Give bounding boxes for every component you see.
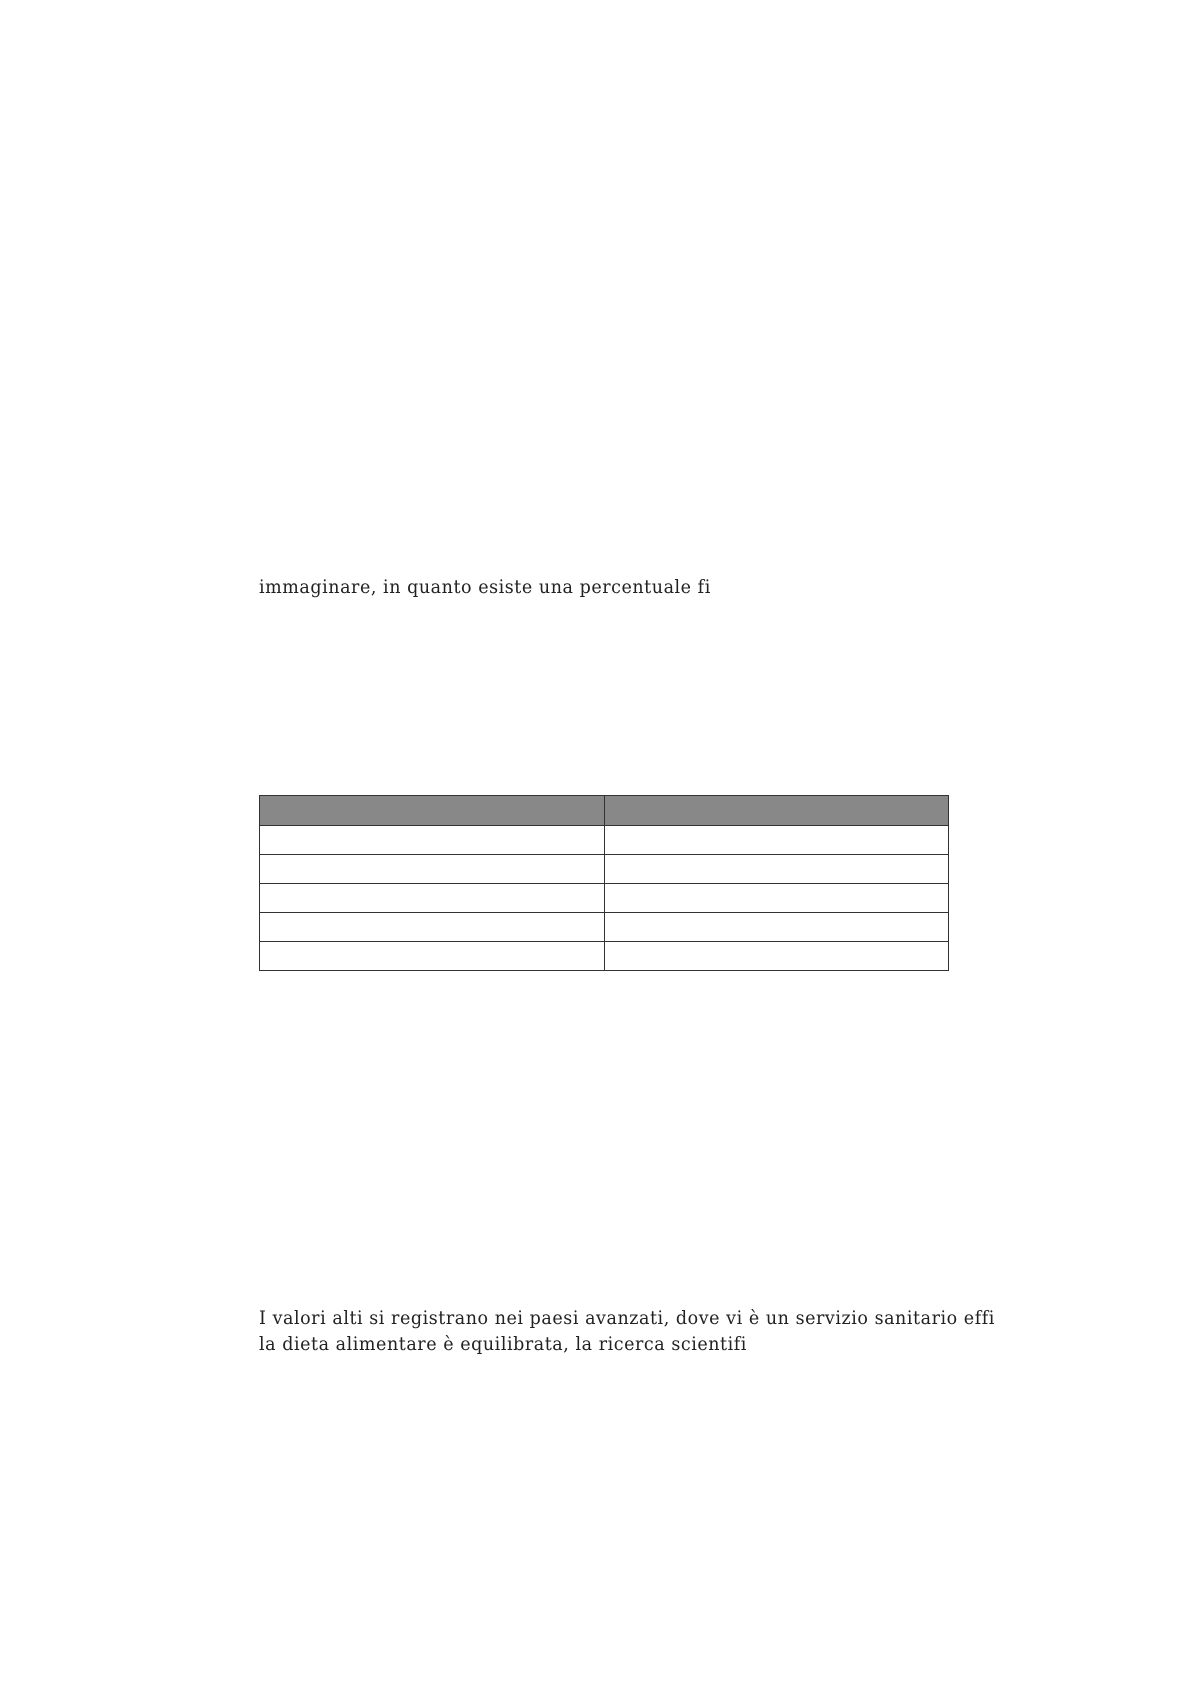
paragraph-1-line-1: immaginare, in quanto esiste una percentuale fi — [259, 576, 711, 598]
table-header-cell — [260, 796, 605, 826]
table-cell — [604, 913, 949, 942]
table-cell — [260, 942, 605, 971]
table-row — [260, 884, 949, 913]
table-cell — [260, 884, 605, 913]
table-cell — [604, 855, 949, 884]
table-cell — [260, 855, 605, 884]
table-cell — [260, 913, 605, 942]
paragraph-2-line-2: la dieta alimentare è equilibrata, la ricerca scientifi — [259, 1333, 747, 1355]
table-row — [260, 913, 949, 942]
data-table — [259, 795, 949, 971]
table-cell — [604, 942, 949, 971]
table-cell — [260, 826, 605, 855]
table-row — [260, 855, 949, 884]
table-header-row — [260, 796, 949, 826]
paragraph-2-line-1: I valori alti si registrano nei paesi avanzati, dove vi è un servizio sanitario effi — [259, 1307, 995, 1329]
table-row — [260, 826, 949, 855]
table-header-cell — [604, 796, 949, 826]
table-cell — [604, 884, 949, 913]
table-cell — [604, 826, 949, 855]
table-row — [260, 942, 949, 971]
